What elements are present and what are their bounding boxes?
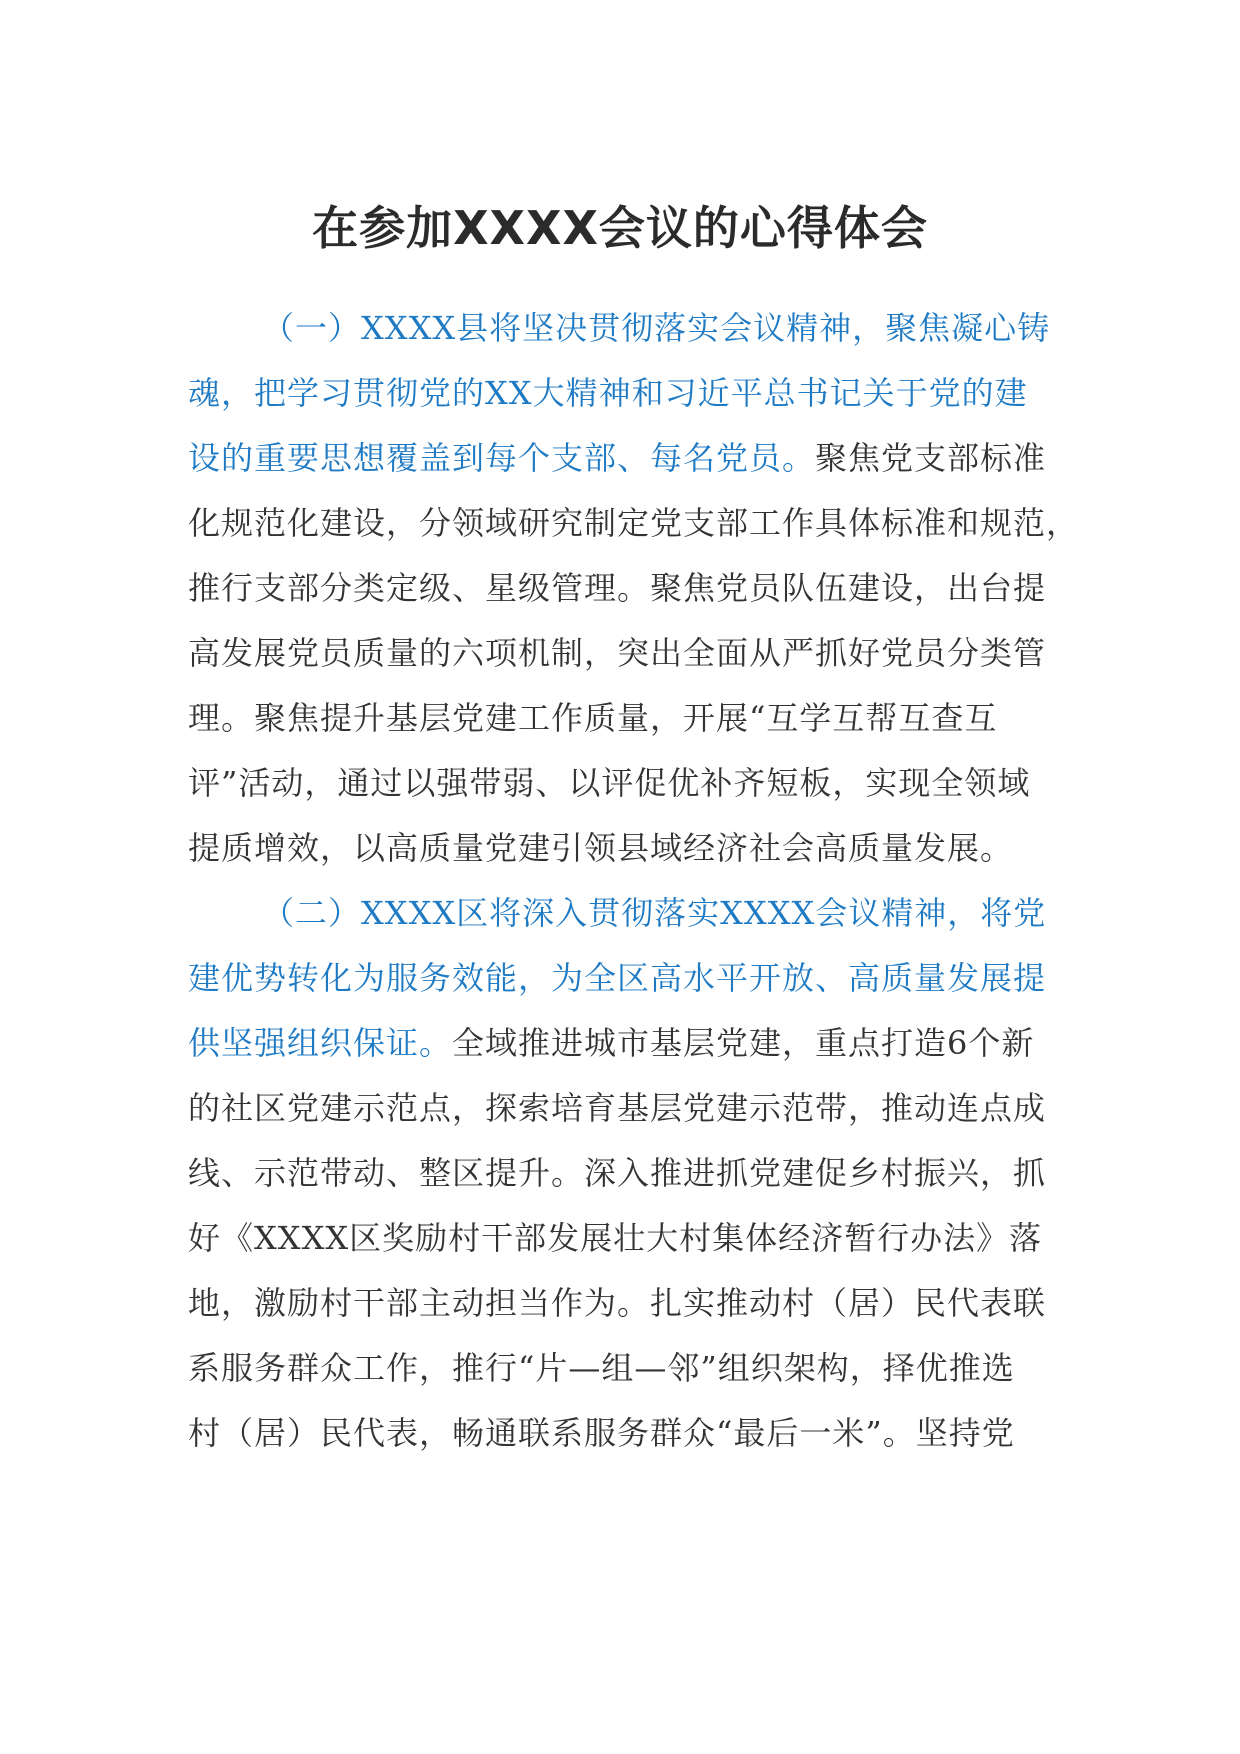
document-title: 在参加XXXX会议的心得体会 (312, 201, 928, 255)
body-text-run: 评”活动，通过以强带弱、以评促优补齐短板，实现全领域 (188, 764, 1031, 802)
text-line (188, 1271, 1058, 1336)
text-line (188, 946, 1058, 1011)
text-line (188, 816, 1058, 881)
highlighted-text: （一）XXXX县将坚决贯彻落实会议精神，聚焦凝心铸 (262, 309, 1051, 347)
body-text-run: 系服务群众工作，推行“片—组—邻”组织架构，择优推选 (188, 1349, 1015, 1387)
text-line (188, 361, 1058, 426)
body-text-run: 好《XXXX区奖励村干部发展壮大村集体经济暂行办法》落 (188, 1219, 1043, 1257)
text-line (188, 491, 1080, 556)
body-text-run: 地，激励村干部主动担当作为。扎实推动村（居）民代表联 (188, 1284, 1047, 1322)
highlighted-text: 供坚强组织保证。 (188, 1024, 453, 1062)
text-line (188, 296, 1058, 361)
body-text-run: 高发展党员质量的六项机制，突出全面从严抓好党员分类管 (188, 634, 1047, 672)
body-text-run: 提质增效，以高质量党建引领县域经济社会高质量发展。 (188, 829, 1014, 867)
body-text-run: 理。聚焦提升基层党建工作质量，开展“互学互帮互查互 (188, 699, 998, 737)
body-text-run: 线、示范带动、整区提升。深入推进抓党建促乡村振兴，抓 (188, 1154, 1047, 1192)
body-text-run: 的社区党建示范点，探索培育基层党建示范带，推动连点成 (188, 1089, 1047, 1127)
text-line (188, 556, 1058, 621)
highlighted-text: 魂，把学习贯彻党的XX大精神和习近平总书记关于党的建 (188, 374, 1028, 412)
body-text-run: 全域推进城市基层党建，重点打造6个新 (452, 1024, 1035, 1062)
highlighted-text: 设的重要思想覆盖到每个支部、每名党员。 (188, 439, 816, 477)
body-text-run: 化规范化建设，分领域研究制定党支部工作具体标准和规范， (188, 504, 1080, 542)
text-line (188, 621, 1058, 686)
text-line (188, 1141, 1058, 1206)
text-line (188, 1076, 1058, 1141)
text-line (188, 426, 1058, 491)
document-body (188, 296, 1080, 1466)
text-line (188, 881, 1058, 946)
highlighted-text: 建优势转化为服务效能，为全区高水平开放、高质量发展提 (188, 959, 1047, 997)
body-text-run: 推行支部分类定级、星级管理。聚焦党员队伍建设，出台提 (188, 569, 1047, 607)
text-line (188, 1401, 1058, 1466)
body-text-run: 村（居）民代表，畅通联系服务群众“最后一米”。坚持党 (188, 1414, 1015, 1452)
highlighted-text: （二）XXXX区将深入贯彻落实XXXX会议精神，将党 (262, 894, 1047, 932)
text-line (188, 751, 1058, 816)
text-line (188, 686, 1058, 751)
text-line (188, 1011, 1058, 1076)
body-text-run: 聚焦党支部标准 (815, 439, 1047, 477)
text-line (188, 1206, 1058, 1271)
text-line (188, 1336, 1058, 1401)
